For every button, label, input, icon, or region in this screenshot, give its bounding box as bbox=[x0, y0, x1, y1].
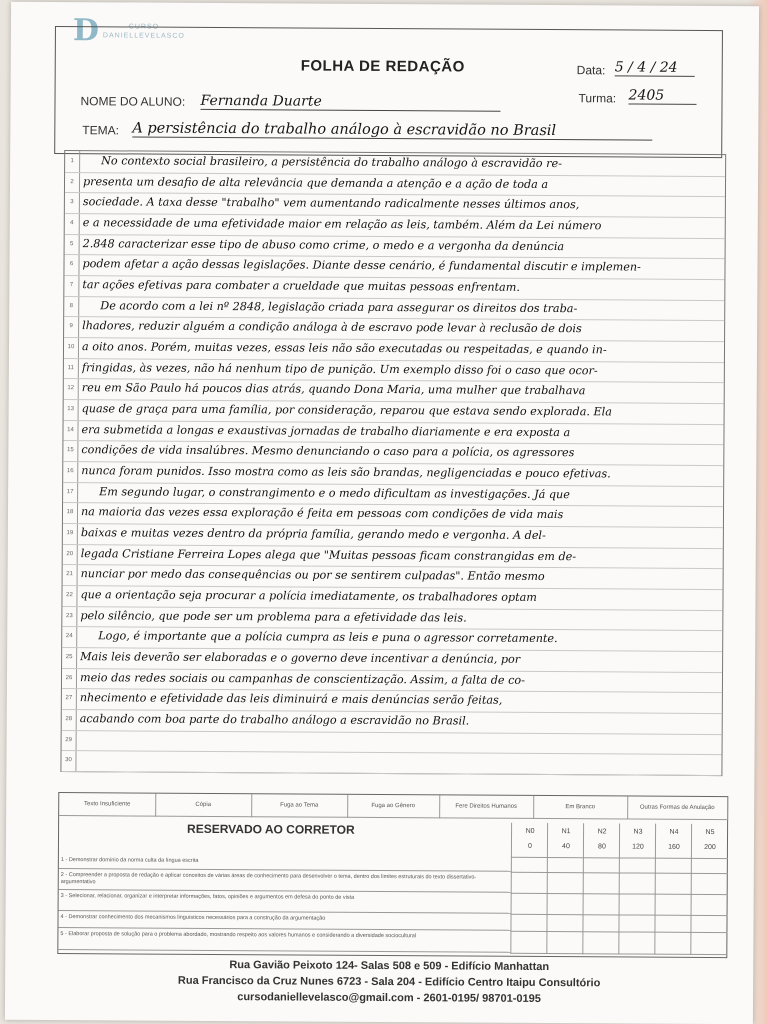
competency-row: 2 - Compreender a proposta de redação e aplicar conceitos de várias áreas de conhecimento para desenvolver o tema, dentro dos limites estruturais do texto dissertativo-argumentativo bbox=[59, 869, 511, 893]
score-cell[interactable] bbox=[582, 931, 619, 954]
line-number: 6 bbox=[69, 261, 74, 268]
logo-line-1: CURSO bbox=[128, 23, 160, 31]
line-number: 3 bbox=[70, 199, 74, 206]
competency-row: 4 - Demonstrar conhecimento dos mecanismos linguísticos necessários para a construção da argumentação bbox=[58, 911, 510, 931]
essay-line bbox=[61, 750, 721, 776]
score-cell[interactable] bbox=[618, 914, 655, 932]
score-cell[interactable] bbox=[546, 914, 583, 932]
line-number: 23 bbox=[66, 612, 73, 619]
essay-line-text: que a orientação seja procurar a polícia imediatamente, os trabalhadores optam bbox=[80, 588, 537, 605]
score-level-label: N0 bbox=[525, 827, 535, 835]
essay-line-text: condições de vida insalúbres. Mesmo denunciando o caso para a polícia, os agressores bbox=[81, 443, 575, 460]
essay-line-text: meio das redes sociais ou campanhas de conscientização. Assim, a falta de co- bbox=[79, 670, 525, 687]
score-cell[interactable] bbox=[655, 894, 692, 916]
student-label: NOME DO ALUNO: bbox=[80, 94, 186, 109]
line-number: 22 bbox=[66, 592, 73, 599]
annulment-criterion[interactable]: Fuga ao Tema bbox=[251, 794, 348, 818]
score-cell[interactable] bbox=[582, 914, 619, 932]
score-cell[interactable] bbox=[511, 857, 548, 873]
essay-line-text: podem afetar a ação dessas legislações. Diante desse cenário, é fundamental discutir e implemen- bbox=[82, 257, 641, 274]
annulment-criterion[interactable]: Outras Formas de Anulação bbox=[627, 797, 728, 821]
theme-field[interactable]: A persistência do trabalho análogo à escravidão no Brasil bbox=[132, 120, 652, 140]
annulment-criterion[interactable]: Fuga ao Gênero bbox=[347, 795, 440, 819]
score-level-header bbox=[619, 823, 656, 858]
essay-line-text: quase de graça para uma família, por consideração, reparou que estava sendo explorada. Ela bbox=[81, 402, 612, 419]
line-number: 29 bbox=[65, 736, 72, 743]
competency-row: 3 - Selecionar, relacionar, organizar e interpretar informações, fatos, opiniões e argumentos em defesa do ponto de vista bbox=[59, 890, 511, 914]
footer-address-2: Rua Francisco da Cruz Nunes 6723 - Sala 204 - Edifício Centro Itaipu Consultório bbox=[177, 974, 601, 990]
essay-line-text: baixas e muitas vezes dentro da própria família, gerando medo e vergonha. A del- bbox=[80, 526, 546, 543]
annulment-criterion[interactable]: Texto Insuficiente bbox=[59, 793, 156, 817]
essay-line-text: lhadores, reduzir alguém a condição análoga à de escravo pode levar à reclusão de dois bbox=[82, 319, 582, 336]
essay-line-text: 2.848 caracterizar esse tipo de abuso como crime, o medo e a vergonha da denúncia bbox=[82, 236, 565, 253]
line-number: 17 bbox=[66, 488, 74, 495]
score-cell[interactable] bbox=[691, 894, 728, 916]
line-number: 28 bbox=[65, 716, 73, 723]
score-cell[interactable] bbox=[619, 872, 656, 894]
essay-line-text: tar ações efetivas para combater a crueldade que muitas pessoas enfrentam. bbox=[82, 278, 520, 294]
annulment-criterion[interactable]: Cópia bbox=[155, 794, 252, 818]
essay-line-text: a oito anos. Porém, muitas vezes, essas leis não são executadas ou respeitadas, e quando in- bbox=[81, 340, 607, 357]
score-cell[interactable] bbox=[583, 893, 620, 915]
score-cell[interactable] bbox=[583, 872, 620, 894]
annulment-criterion[interactable]: Fere Direitos Humanos bbox=[439, 795, 534, 819]
line-number: 27 bbox=[65, 695, 73, 702]
student-name-field[interactable]: Fernanda Duarte bbox=[200, 93, 500, 112]
essay-line-text: No contexto social brasileiro, a persistência do trabalho análogo à escravidão re- bbox=[101, 154, 562, 171]
line-number: 25 bbox=[65, 654, 73, 661]
score-cell[interactable] bbox=[547, 872, 584, 894]
essay-line-text: De acordo com a lei nº 2848, legislação criada para assegurar os direitos dos traba- bbox=[100, 298, 578, 315]
score-cell[interactable] bbox=[510, 914, 547, 932]
score-cell[interactable] bbox=[511, 893, 548, 915]
score-level-label: N1 bbox=[561, 828, 571, 836]
score-level-header bbox=[547, 823, 584, 858]
essay-line-text: pelo silêncio, que pode ser um problema para a efetividade das leis. bbox=[80, 608, 467, 625]
grading-box bbox=[57, 792, 728, 958]
score-cell[interactable] bbox=[618, 931, 655, 954]
form-title: FOLHA DE REDAÇÃO bbox=[300, 57, 465, 76]
essay-line-text: Em segundo lugar, o constrangimento e o medo dificultam as investigações. Já que bbox=[99, 484, 570, 501]
score-level-value: 160 bbox=[668, 843, 680, 851]
essay-line-text: Logo, é importante que a polícia cumpra as leis e puna o agressor corretamente. bbox=[98, 629, 558, 646]
footer-contact: cursodaniellevelasco@gmail.com - 2601-0195/ 98701-0195 bbox=[237, 991, 541, 1005]
essay-line-text: fringidas, às vezes, não há nenhum tipo de punição. Um exemplo disso foi o caso que ocor- bbox=[81, 360, 598, 378]
essay-line-text: Mais leis deverão ser elaboradas e o governo deve incentivar a denúncia, por bbox=[80, 650, 521, 666]
line-number: 5 bbox=[69, 240, 74, 247]
competency-row: 5 - Elaborar proposta de solução para o problema abordado, mostrando respeito aos valores humanos e considerando a diversidade sociocultural bbox=[58, 928, 510, 953]
essay-line-text: e a necessidade de uma efetividade maior em relação as leis, também. Além da Lei número bbox=[82, 216, 602, 233]
line-number: 9 bbox=[69, 323, 73, 330]
line-number: 26 bbox=[65, 674, 73, 681]
line-number: 10 bbox=[67, 344, 75, 351]
essay-sheet bbox=[5, 2, 759, 1024]
line-number: 21 bbox=[66, 571, 73, 578]
score-cell[interactable] bbox=[654, 915, 691, 933]
logo-mark: D bbox=[72, 13, 100, 49]
theme-label: TEMA: bbox=[82, 123, 120, 138]
score-level-label: N4 bbox=[669, 828, 679, 836]
score-cell[interactable] bbox=[691, 873, 728, 895]
date-field[interactable]: 5 / 4 / 24 bbox=[615, 59, 695, 76]
line-number: 1 bbox=[70, 158, 74, 165]
score-cell[interactable] bbox=[654, 932, 691, 955]
score-cell[interactable] bbox=[655, 858, 692, 874]
line-number: 20 bbox=[66, 550, 74, 557]
essay-line-text: nunciar por medo das consequências ou por se sentirem culpadas". Então mesmo bbox=[80, 567, 545, 584]
class-label: Turma: bbox=[578, 91, 617, 106]
score-cell[interactable] bbox=[655, 873, 692, 895]
line-number: 13 bbox=[67, 406, 74, 413]
essay-line-text: legada Cristiane Ferreira Lopes alega que "Muitas pessoas ficam constrangidas em de- bbox=[80, 546, 577, 563]
line-number: 24 bbox=[65, 633, 73, 640]
line-number: 8 bbox=[69, 302, 73, 309]
score-level-header bbox=[583, 823, 620, 858]
score-level-header bbox=[691, 824, 728, 859]
line-number: 14 bbox=[67, 426, 74, 433]
line-number: 11 bbox=[67, 364, 75, 371]
score-level-label: N3 bbox=[633, 828, 643, 836]
essay-line-text: sociedade. A taxa desse "trabalho" vem aumentando radicalmente nesses últimos anos, bbox=[82, 195, 580, 212]
score-level-value: 0 bbox=[527, 842, 532, 850]
logo-line-2: DANIELLEVELASCO bbox=[102, 32, 185, 40]
line-number: 30 bbox=[65, 757, 72, 764]
score-cell[interactable] bbox=[511, 872, 548, 894]
line-number: 2 bbox=[70, 178, 74, 185]
date-label: Data: bbox=[576, 63, 606, 78]
reserved-title: RESERVADO AO CORRETOR bbox=[187, 821, 355, 837]
essay-line-text: nunca foram punidos. Isso mostra como as leis são brandas, negligenciadas e pouco efetivas. bbox=[81, 464, 611, 481]
score-level-value: 200 bbox=[704, 843, 716, 852]
score-cell[interactable] bbox=[690, 932, 727, 955]
line-number: 15 bbox=[67, 447, 74, 454]
line-number: 19 bbox=[66, 530, 74, 537]
score-level-value: 80 bbox=[598, 843, 606, 851]
essay-line-text: era submetida a longas e exaustivas jornadas de trabalho diariamente e era exposta a bbox=[81, 422, 571, 439]
score-cell[interactable] bbox=[583, 857, 620, 873]
footer-address-1: Rua Gavião Peixoto 124- Salas 508 e 509 - Edifício Manhattan bbox=[229, 959, 550, 974]
essay-line-text: na maioria das vezes essa exploração é feita em pessoas com condições de vida mais bbox=[80, 505, 564, 522]
line-number: 12 bbox=[67, 385, 75, 392]
score-level-header bbox=[655, 824, 692, 859]
line-number: 7 bbox=[69, 282, 74, 289]
score-cell[interactable] bbox=[546, 931, 583, 954]
essay-line-text: acabando com boa parte do trabalho análogo a escravidão no Brasil. bbox=[79, 712, 470, 728]
competency-row: 1 - Demonstrar domínio da norma culta da língua escrita bbox=[59, 854, 511, 872]
score-cell[interactable] bbox=[690, 915, 727, 933]
essay-line-text: reu em São Paulo há poucos dias atrás, quando Dona Maria, uma mulher que trabalhava bbox=[81, 381, 586, 398]
essay-line-text: nhecimento e efetividade das leis diminuirá e mais denúncias serão feitas, bbox=[79, 691, 503, 708]
score-cell[interactable] bbox=[510, 931, 547, 954]
score-level-header bbox=[511, 823, 548, 858]
score-cell[interactable] bbox=[691, 858, 728, 874]
score-level-label: N2 bbox=[597, 828, 607, 836]
score-cell[interactable] bbox=[547, 893, 584, 915]
score-level-label: N5 bbox=[705, 828, 715, 837]
line-number: 18 bbox=[66, 509, 74, 516]
score-level-value: 120 bbox=[632, 843, 644, 851]
class-field[interactable]: 2405 bbox=[629, 87, 697, 104]
essay-lines bbox=[60, 150, 726, 776]
annulment-criterion[interactable]: Em Branco bbox=[533, 796, 628, 820]
essay-line-text: presenta um desafio de alta relevância que demanda a atenção e a ação de toda a bbox=[82, 174, 549, 191]
line-number: 16 bbox=[66, 468, 74, 475]
score-cell[interactable] bbox=[547, 857, 584, 873]
score-cell[interactable] bbox=[619, 893, 656, 915]
score-cell[interactable] bbox=[619, 857, 656, 873]
score-level-value: 40 bbox=[562, 843, 570, 851]
line-number: 4 bbox=[70, 220, 74, 227]
